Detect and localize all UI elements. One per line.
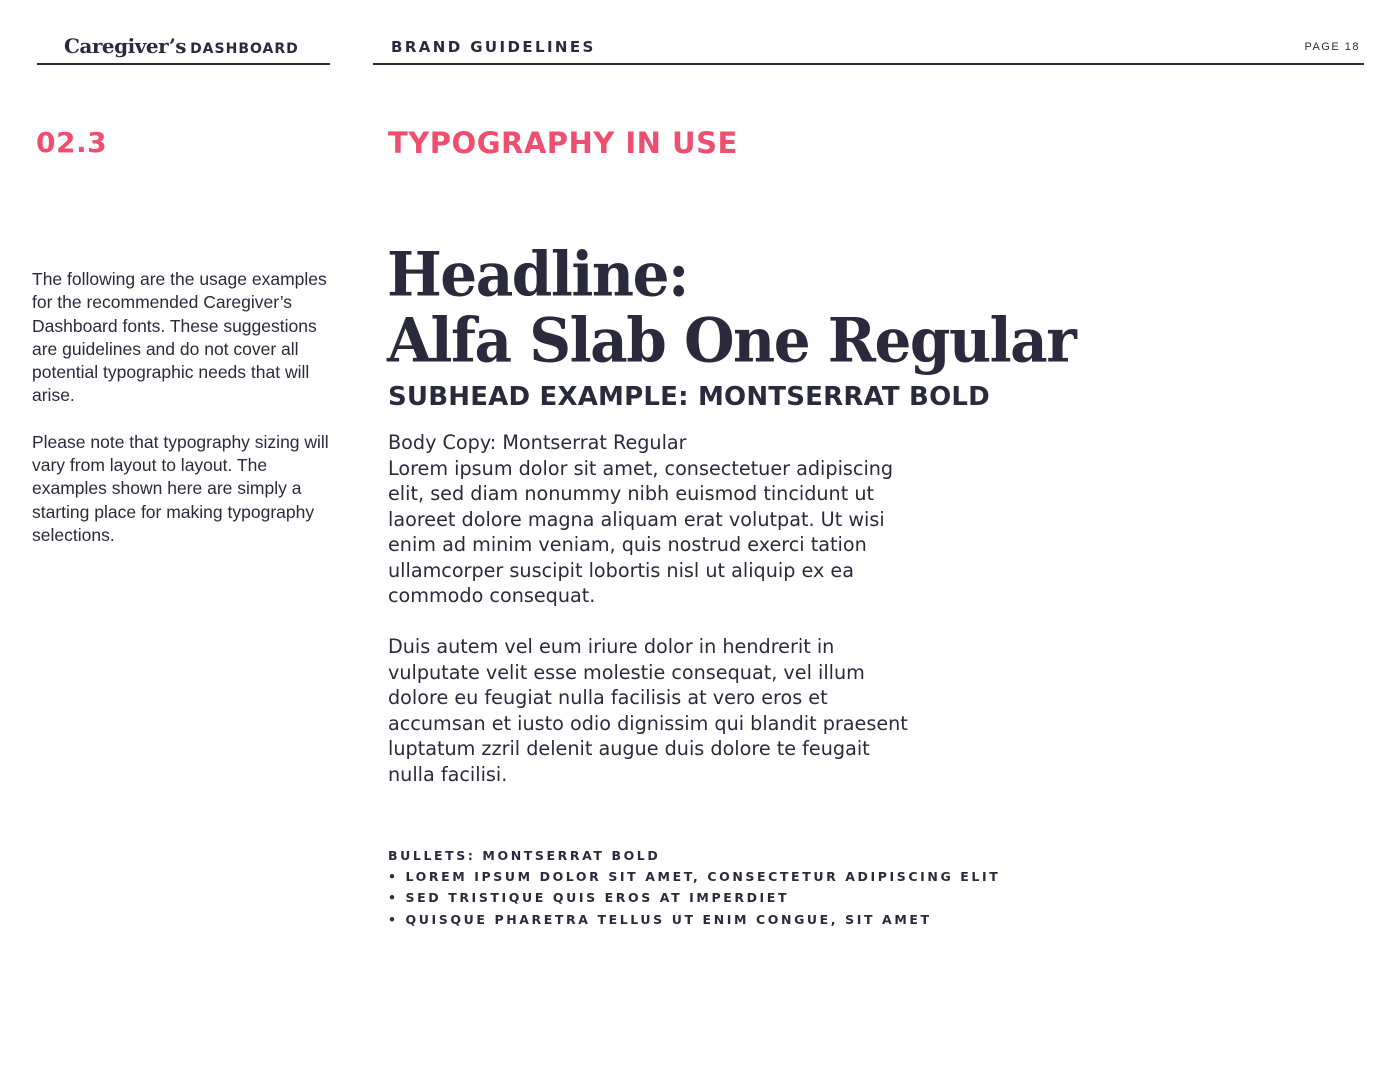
body-copy-label: Body Copy: Montserrat Regular [388,431,687,454]
section-title: TYPOGRAPHY IN USE [388,126,738,160]
intro-paragraph: The following are the usage examples for the recommended Caregiver’s Dashboard fonts. These suggestions are guidelines and do not cover all potential typographic needs that will arise. [32,269,327,406]
headline-line: Alfa Slab One Regular [387,304,1076,377]
intro-paragraph: Please note that typography sizing will vary from layout to layout. The examples shown here are simply a starting place for making typography selections. [32,431,329,545]
body-copy-sample [388,430,908,787]
intro-text [32,268,332,570]
bullet-item: • QUISQUE PHARETRA TELLUS UT ENIM CONGUE, SIT AMET [388,911,932,927]
bullets-sample [388,845,1000,930]
body-paragraph: Duis autem vel eum iriure dolor in hendrerit in vulputate velit esse molestie consequat, vel illum dolore eu feugiat nulla facilisis at vero eros et accumsan et iusto odio dignissim qui blandit praesent luptatum zzril delenit augue duis dolore te feugait nulla facilisi. [388,635,908,786]
page-number: PAGE 18 [1304,41,1360,53]
subhead-sample: SUBHEAD EXAMPLE: MONTSERRAT BOLD [388,382,990,412]
section-number: 02.3 [36,126,108,159]
logo-main-text: Caregiver’s [64,34,187,58]
bullet-item: • LOREM IPSUM DOLOR SIT AMET, CONSECTETUR ADIPISCING ELIT [388,869,1001,885]
header-divider-left [37,63,330,65]
logo-sub-text: DASHBOARD [190,41,299,57]
headline-sample [387,238,1076,377]
headline-line: Headline: [387,238,688,311]
bullets-label: BULLETS: MONTSERRAT BOLD [388,848,661,863]
brand-logo [64,34,299,58]
header-divider-right [373,63,1364,65]
document-title: BRAND GUIDELINES [391,38,596,56]
bullet-item: • SED TRISTIQUE QUIS EROS AT IMPERDIET [388,890,790,906]
body-paragraph: Lorem ipsum dolor sit amet, consectetuer adipiscing elit, sed diam nonummy nibh euismod tincidunt ut laoreet dolore magna aliquam erat volutpat. Ut wisi enim ad minim veniam, quis nostrud exerci tation ullamcorper suscipit lobortis nisl ut aliquip ex ea commodo consequat. [388,456,894,607]
